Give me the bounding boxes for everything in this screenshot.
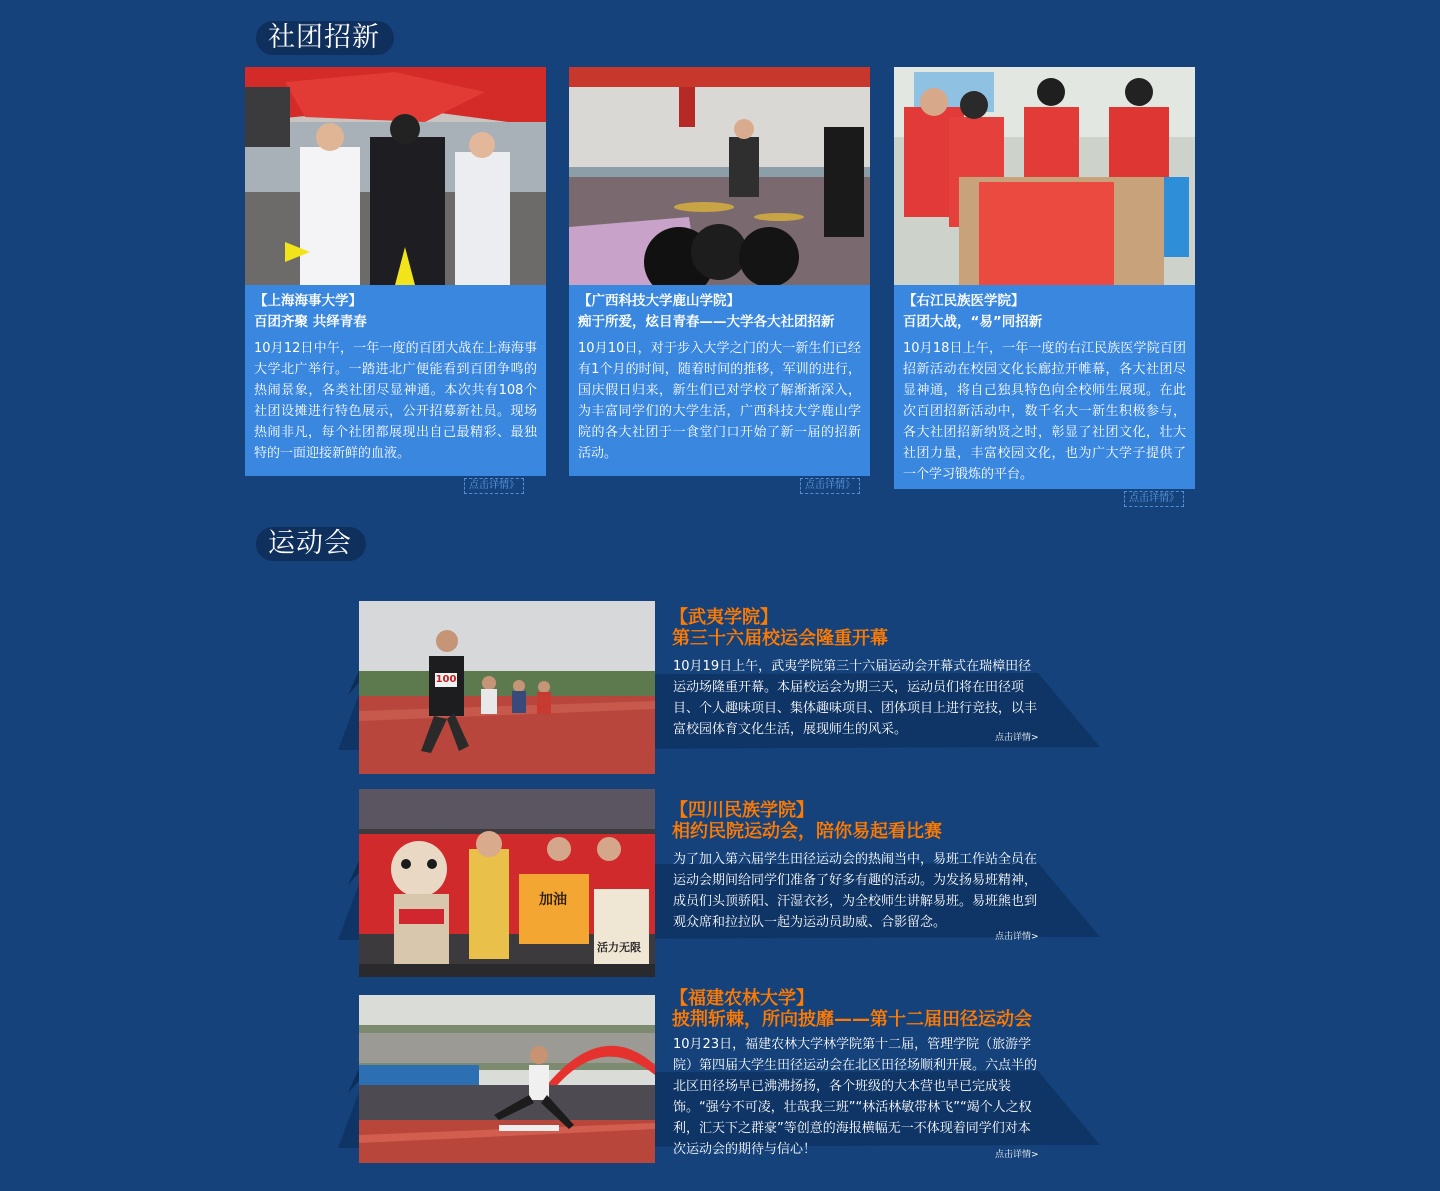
section-title-sports: 运动会 [256,527,366,561]
event-title[interactable]: 第三十六届校运会隆重开幕 [672,628,888,649]
card-school: 【广西科技大学鹿山学院】 [578,293,740,309]
runner-bib-number: 100 [435,674,457,685]
event-title[interactable]: 披荆斩棘，所向披靡——第十二届田径运动会 [672,1009,1032,1030]
card-body-3 [894,285,1195,489]
event-more-link[interactable]: 点击详情> [995,932,1039,942]
card-subtitle: 痴于所爱，炫目青春——大学各大社团招新 [578,314,835,330]
card-photo-1[interactable] [245,67,546,285]
card-photo-2[interactable] [569,67,870,285]
more-link[interactable]: 点击详情》 [464,478,524,494]
event-photo-3[interactable] [359,995,655,1163]
event-more-link[interactable]: 点击详情> [995,1150,1039,1160]
event-text: 10月23日，福建农林大学林学院第十二届，管理学院（旅游学院）第四届大学生田径运动会在北区田径场顺利开展。六点半的北区田径场早已沸沸扬扬，各个班级的大本营也早已完成装饰。“强兮不可凌，壮哉我三班”“林活林敏带林飞”“竭个人之权利，汇天下之群豪”等创意的海报横幅无一不体现着同学们对本次运动会的期待与信心！ [673,1037,1038,1157]
card-subtitle: 百团齐聚 共绎青春 [254,314,367,330]
event-photo-1[interactable] [359,601,655,774]
card-body-2 [569,285,870,476]
cheer-sign: 加油 [539,892,567,908]
card-text: 10月10日，对于步入大学之门的大一新生们已经有1个月的时间，随着时间的推移，军训的进行，国庆假日归来，新生们已对学校了解渐渐深入，为丰富同学们的大学生活，广西科技大学鹿山学院的各大社团于一食堂门口开始了新一届的招新活动。 [578,341,861,461]
card-photo-3[interactable] [894,67,1195,285]
more-link[interactable]: 点击详情》 [1124,491,1184,507]
event-text: 为了加入第六届学生田径运动会的热闹当中，易班工作站全员在运动会期间给同学们准备了好多有趣的活动。为发扬易班精神，成员们头顶骄阳、汗湿衣衫，为全校师生讲解易班。易班熊也到观众席和拉拉队一起为运动员助威、合影留念。 [673,852,1038,930]
card-subtitle: 百团大战，“易”同招新 [903,314,1043,330]
cheer-sign: 活力无限 [597,941,641,954]
event-school: 【武夷学院】 [670,607,778,628]
card-school: 【上海海事大学】 [254,293,362,309]
event-photo-2[interactable] [359,789,655,977]
event-school: 【四川民族学院】 [670,800,814,821]
event-title[interactable]: 相约民院运动会，陪你易起看比赛 [672,821,942,842]
event-school: 【福建农林大学】 [670,988,814,1009]
card-school: 【右江民族医学院】 [903,293,1025,309]
card-body-1 [245,285,546,476]
event-text: 10月19日上午，武夷学院第三十六届运动会开幕式在瑞樟田径运动场隆重开幕。本届校运会为期三天，运动员们将在田径项目、个人趣味项目、集体趣味项目、团体项目上进行竞技，以丰富校园体育文化生活，展现师生的风采。 [673,659,1038,737]
more-link[interactable]: 点击详情》 [800,478,860,494]
card-text: 10月12日中午，一年一度的百团大战在上海海事大学北广举行。一踏进北广便能看到百团争鸣的热闹景象，各类社团尽显神通。本次共有108个社团设摊进行特色展示，公开招募新社员。现场热闹非凡，每个社团都展现出自己最精彩、最独特的一面迎接新鲜的血液。 [254,341,537,461]
section-title-clubs: 社团招新 [256,21,394,55]
card-text: 10月18日上午，一年一度的右江民族医学院百团招新活动在校园文化长廊拉开帷幕，各大社团尽显神通，将自己独具特色向全校师生展现。在此次百团招新活动中，数千名大一新生积极参与，各大社团招新纳贤之时，彰显了社团文化，壮大社团力量，丰富校园文化，也为广大学子提供了一个学习锻炼的平台。 [903,341,1186,482]
event-more-link[interactable]: 点击详情> [995,733,1039,743]
